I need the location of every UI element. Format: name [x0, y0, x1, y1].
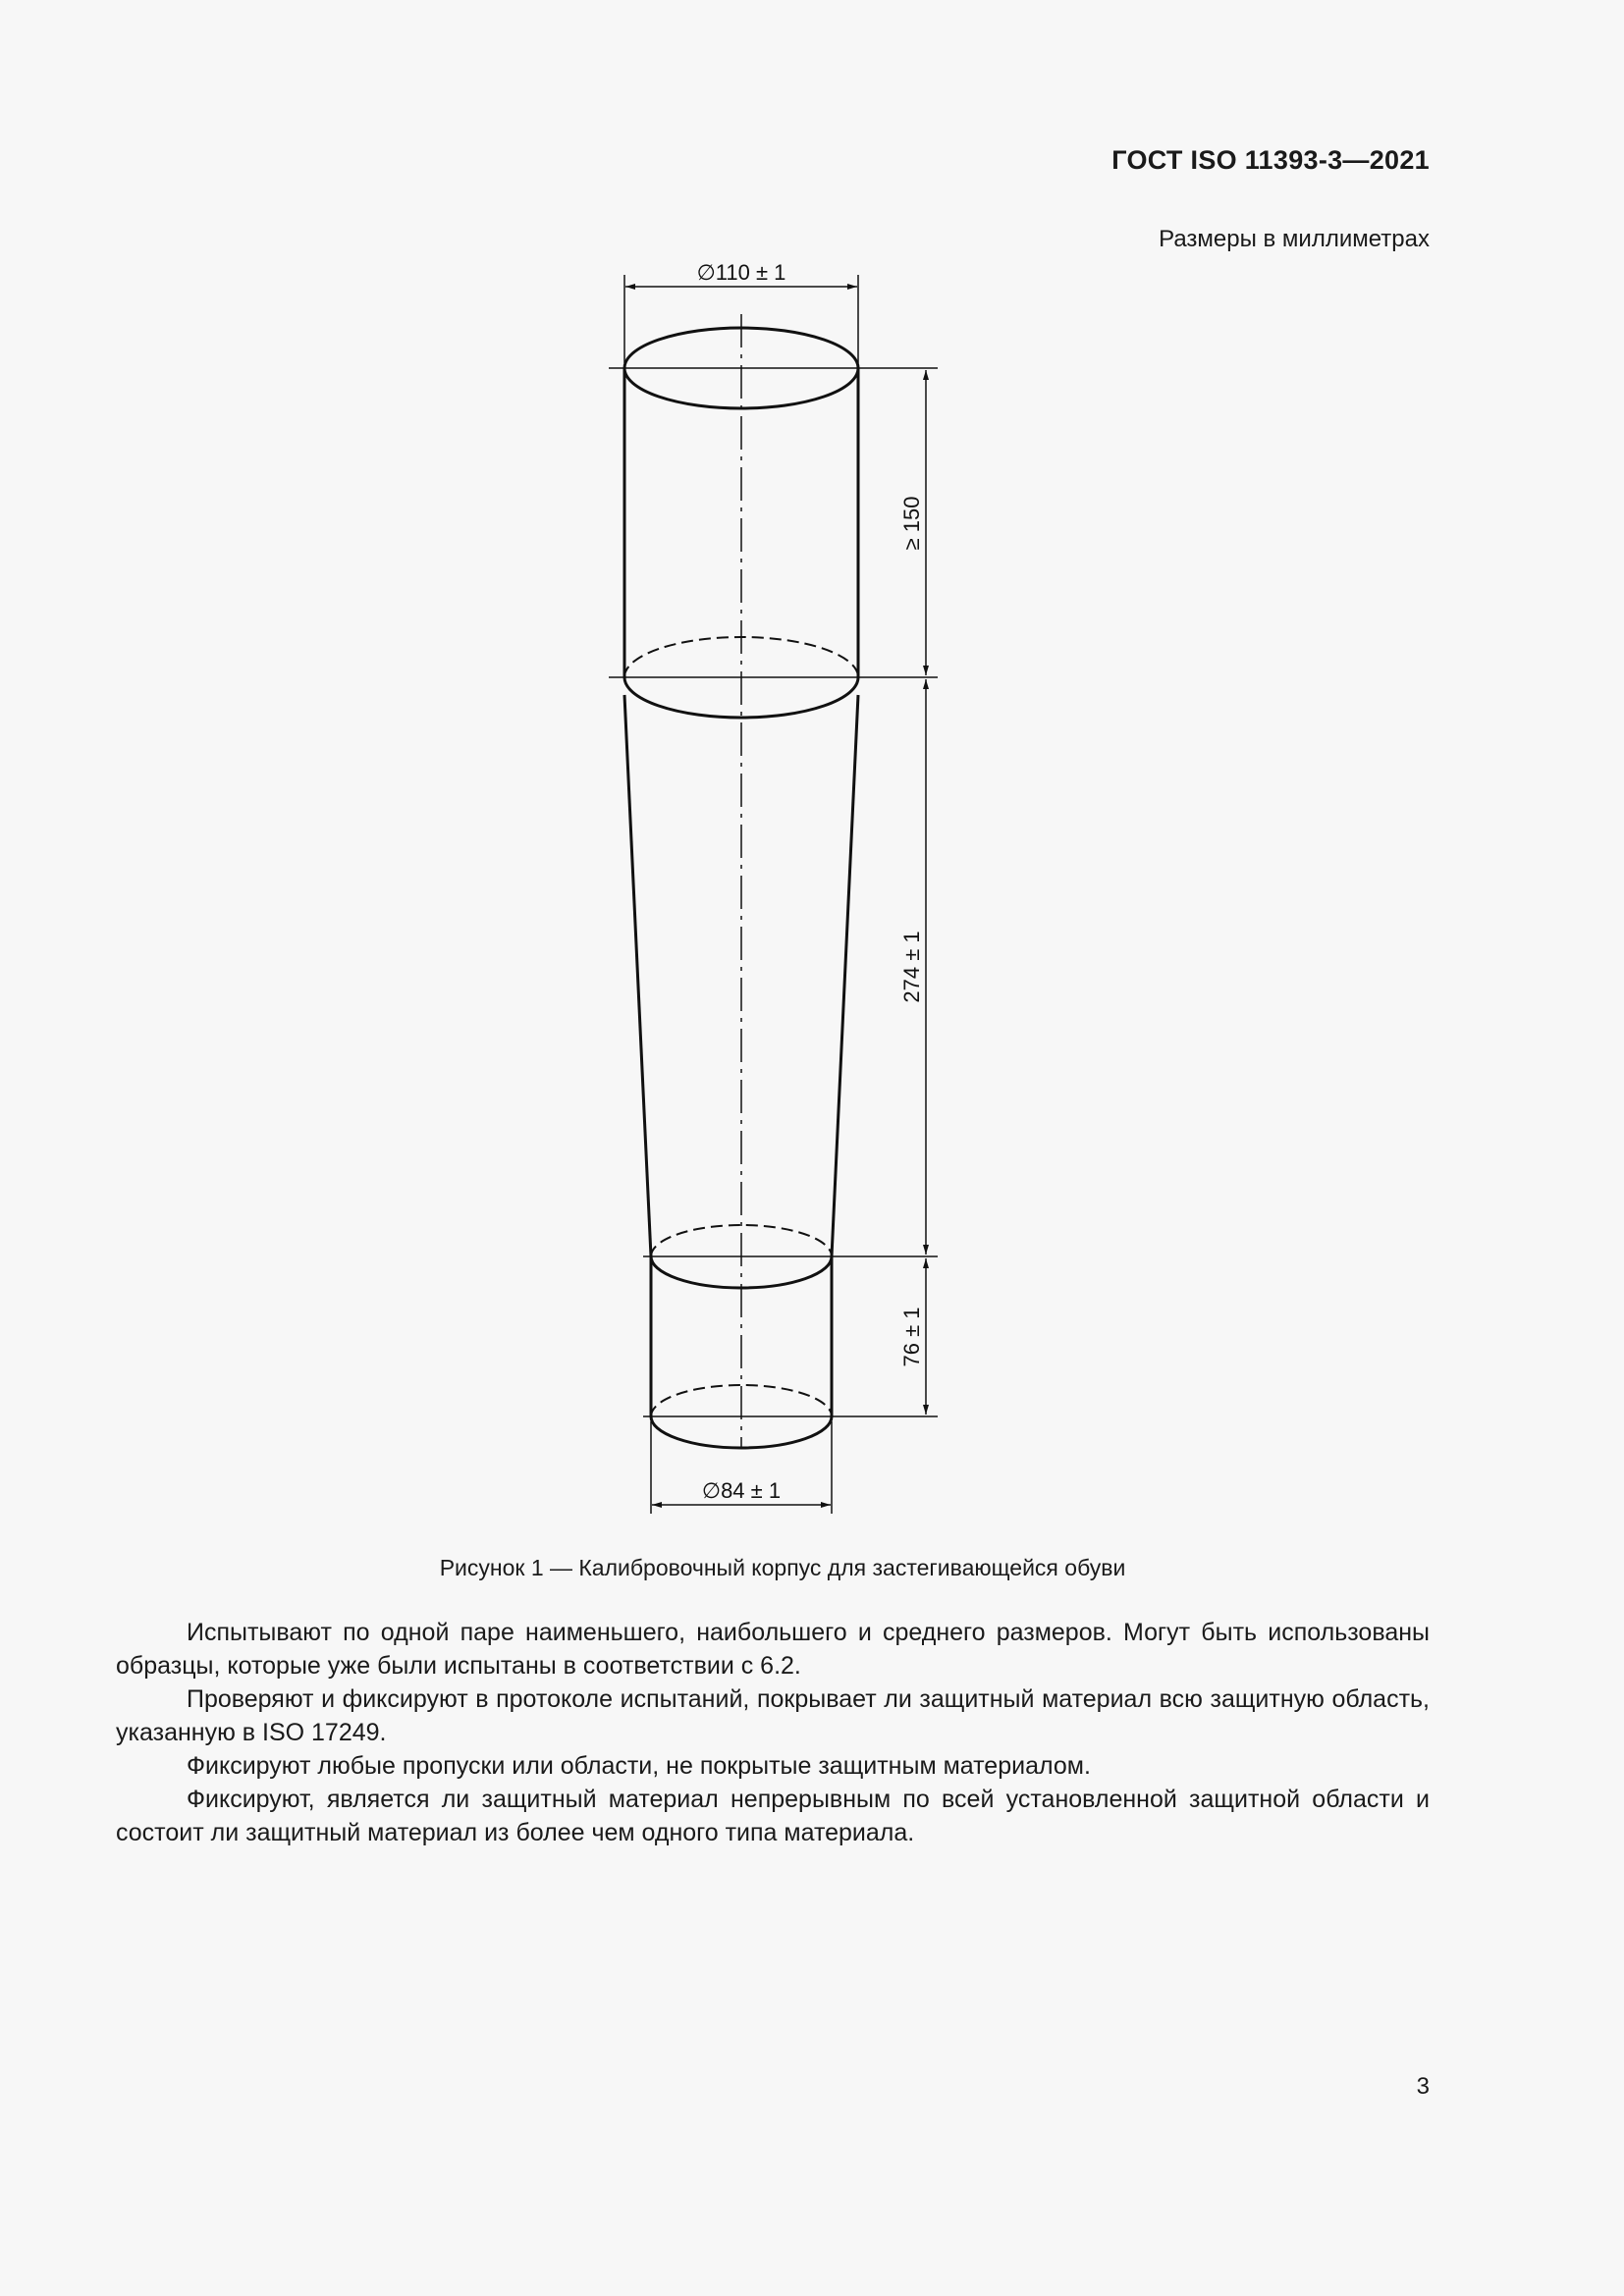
page-number: 3	[1416, 2073, 1430, 2100]
body-text	[116, 1616, 1430, 1849]
bottom-height-label: 76 ± 1	[899, 1307, 924, 1367]
paragraph: Фиксируют, является ли защитный материал непрерывным по всей установленной защитной области и состоит ли защитный материал из более чем одного типа материала.	[116, 1786, 1430, 1846]
paragraph: Испытывают по одной паре наименьшего, наибольшего и среднего размеров. Могут быть использованы образцы, которые уже были испытаны в соответствии с 6.2.	[116, 1619, 1430, 1680]
top-diameter-label: ∅110 ± 1	[696, 260, 786, 285]
paragraph: Проверяют и фиксируют в протоколе испытаний, покрывает ли защитный материал всю защитную область, указанную в ISO 17249.	[116, 1685, 1430, 1746]
calibration-body-figure	[550, 245, 982, 1531]
top-height-label: ≥ 150	[899, 496, 924, 551]
paragraph: Фиксируют любые пропуски или области, не покрытые защитным материалом.	[187, 1752, 1091, 1780]
document-header: ГОСТ ISO 11393-3—2021	[1111, 145, 1430, 175]
taper-wall-right	[832, 695, 858, 1256]
figure-caption: Рисунок 1 — Калибровочный корпус для застегивающейся обуви	[439, 1555, 1126, 1580]
units-note: Размеры в миллиметрах	[1159, 226, 1430, 252]
bottom-diameter-label: ∅84 ± 1	[701, 1478, 782, 1503]
taper-height-label: 274 ± 1	[899, 931, 924, 1003]
taper-wall-left	[624, 695, 651, 1256]
calibration-body-drawing	[550, 245, 982, 1531]
